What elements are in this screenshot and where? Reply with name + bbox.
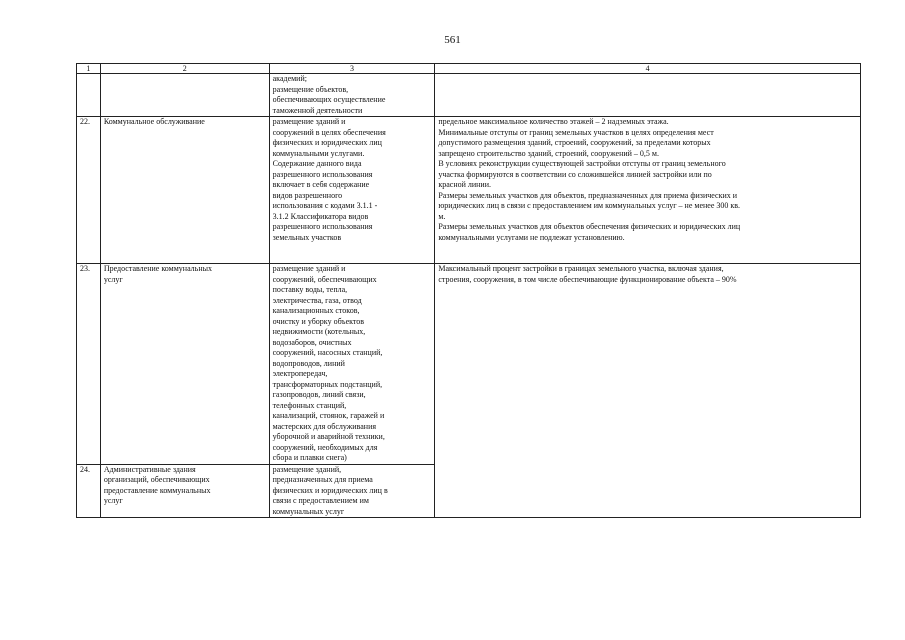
row-22-name: Коммунальное обслуживание bbox=[103, 117, 205, 126]
params-block-1: предельное максимальное количество этажей – 2 надземных этажа. Минимальные отступы от границ земельных участков в целях определения мест допустимого размещения зданий, строений, сооружений, за пределами которых запрещено строительство зданий, строений, сооружений – 0,5 м. В условиях реконструкции существующей застройки отступы от границ земельного участка формируются в соответствии со сложившейся линией застройки или по красной линии. Размеры земельных участков для объектов, предназначенных для приема физических и юридических лиц в связи с предоставлением им коммунальных услуг – не менее 300 кв. м. Размеры земельных участков для объектов обеспечения физических и юридических лиц коммунальными услугами не подлежат установлению. bbox=[438, 117, 741, 242]
column-header-2: 2 bbox=[100, 64, 269, 74]
row-22-number: 22. bbox=[80, 117, 90, 126]
table-row-continuation bbox=[77, 74, 861, 117]
row-22-description: размещение зданий и сооружений в целях обеспечения физических и юридических лиц коммунальными услугами. Содержание данного вида разрешенного использования включает в себя содержание видов разрешенного использования с кодами 3.1.1 - 3.1.2 Классификатора видов разрешенного использования земельных участков bbox=[272, 117, 386, 242]
column-header-1: 1 bbox=[77, 64, 101, 74]
row-24-description: размещение зданий, предназначенных для приема физических и юридических лиц в связи с предоставлением им коммунальных услуг bbox=[272, 464, 388, 516]
row-23-name: Предоставление коммунальных услуг bbox=[103, 264, 212, 284]
column-header-4: 4 bbox=[435, 64, 861, 74]
table-header-row bbox=[77, 64, 861, 74]
column-header-3: 3 bbox=[269, 64, 435, 74]
table-row-22 bbox=[77, 117, 861, 264]
table-row-23 bbox=[77, 264, 861, 465]
row-24-name: Административные здания организаций, обеспечивающих предоставление коммунальных услуг bbox=[103, 464, 211, 505]
row-23-description: размещение зданий и сооружений, обеспечивающих поставку воды, тепла, электричества, газа, отвод канализационных стоков, очистку и уборку объектов недвижимости (котельных, водозаборов, очистных сооружений, насосных станций, водопроводов, линий электропередач, трансформаторных подстанций, газопроводов, линий связи, телефонных станций, канализаций, стоянок, гаражей и мастерских для обслуживания уборочной и аварийной техники, сооружений, необходимых для сбора и плавки снега) bbox=[272, 264, 385, 462]
params-block-2: Максимальный процент застройки в границах земельного участка, включая здания, строения, сооружения, в том числе обеспечивающие функционирование объекта – 90% bbox=[438, 264, 737, 284]
page-number: 561 bbox=[444, 34, 461, 46]
row-24-number: 24. bbox=[80, 464, 90, 474]
row-continuation-description: академий; размещение объектов, обеспечивающих осуществление таможенной деятельности bbox=[272, 74, 386, 115]
document-table bbox=[76, 63, 861, 518]
row-23-number: 23. bbox=[80, 264, 90, 273]
